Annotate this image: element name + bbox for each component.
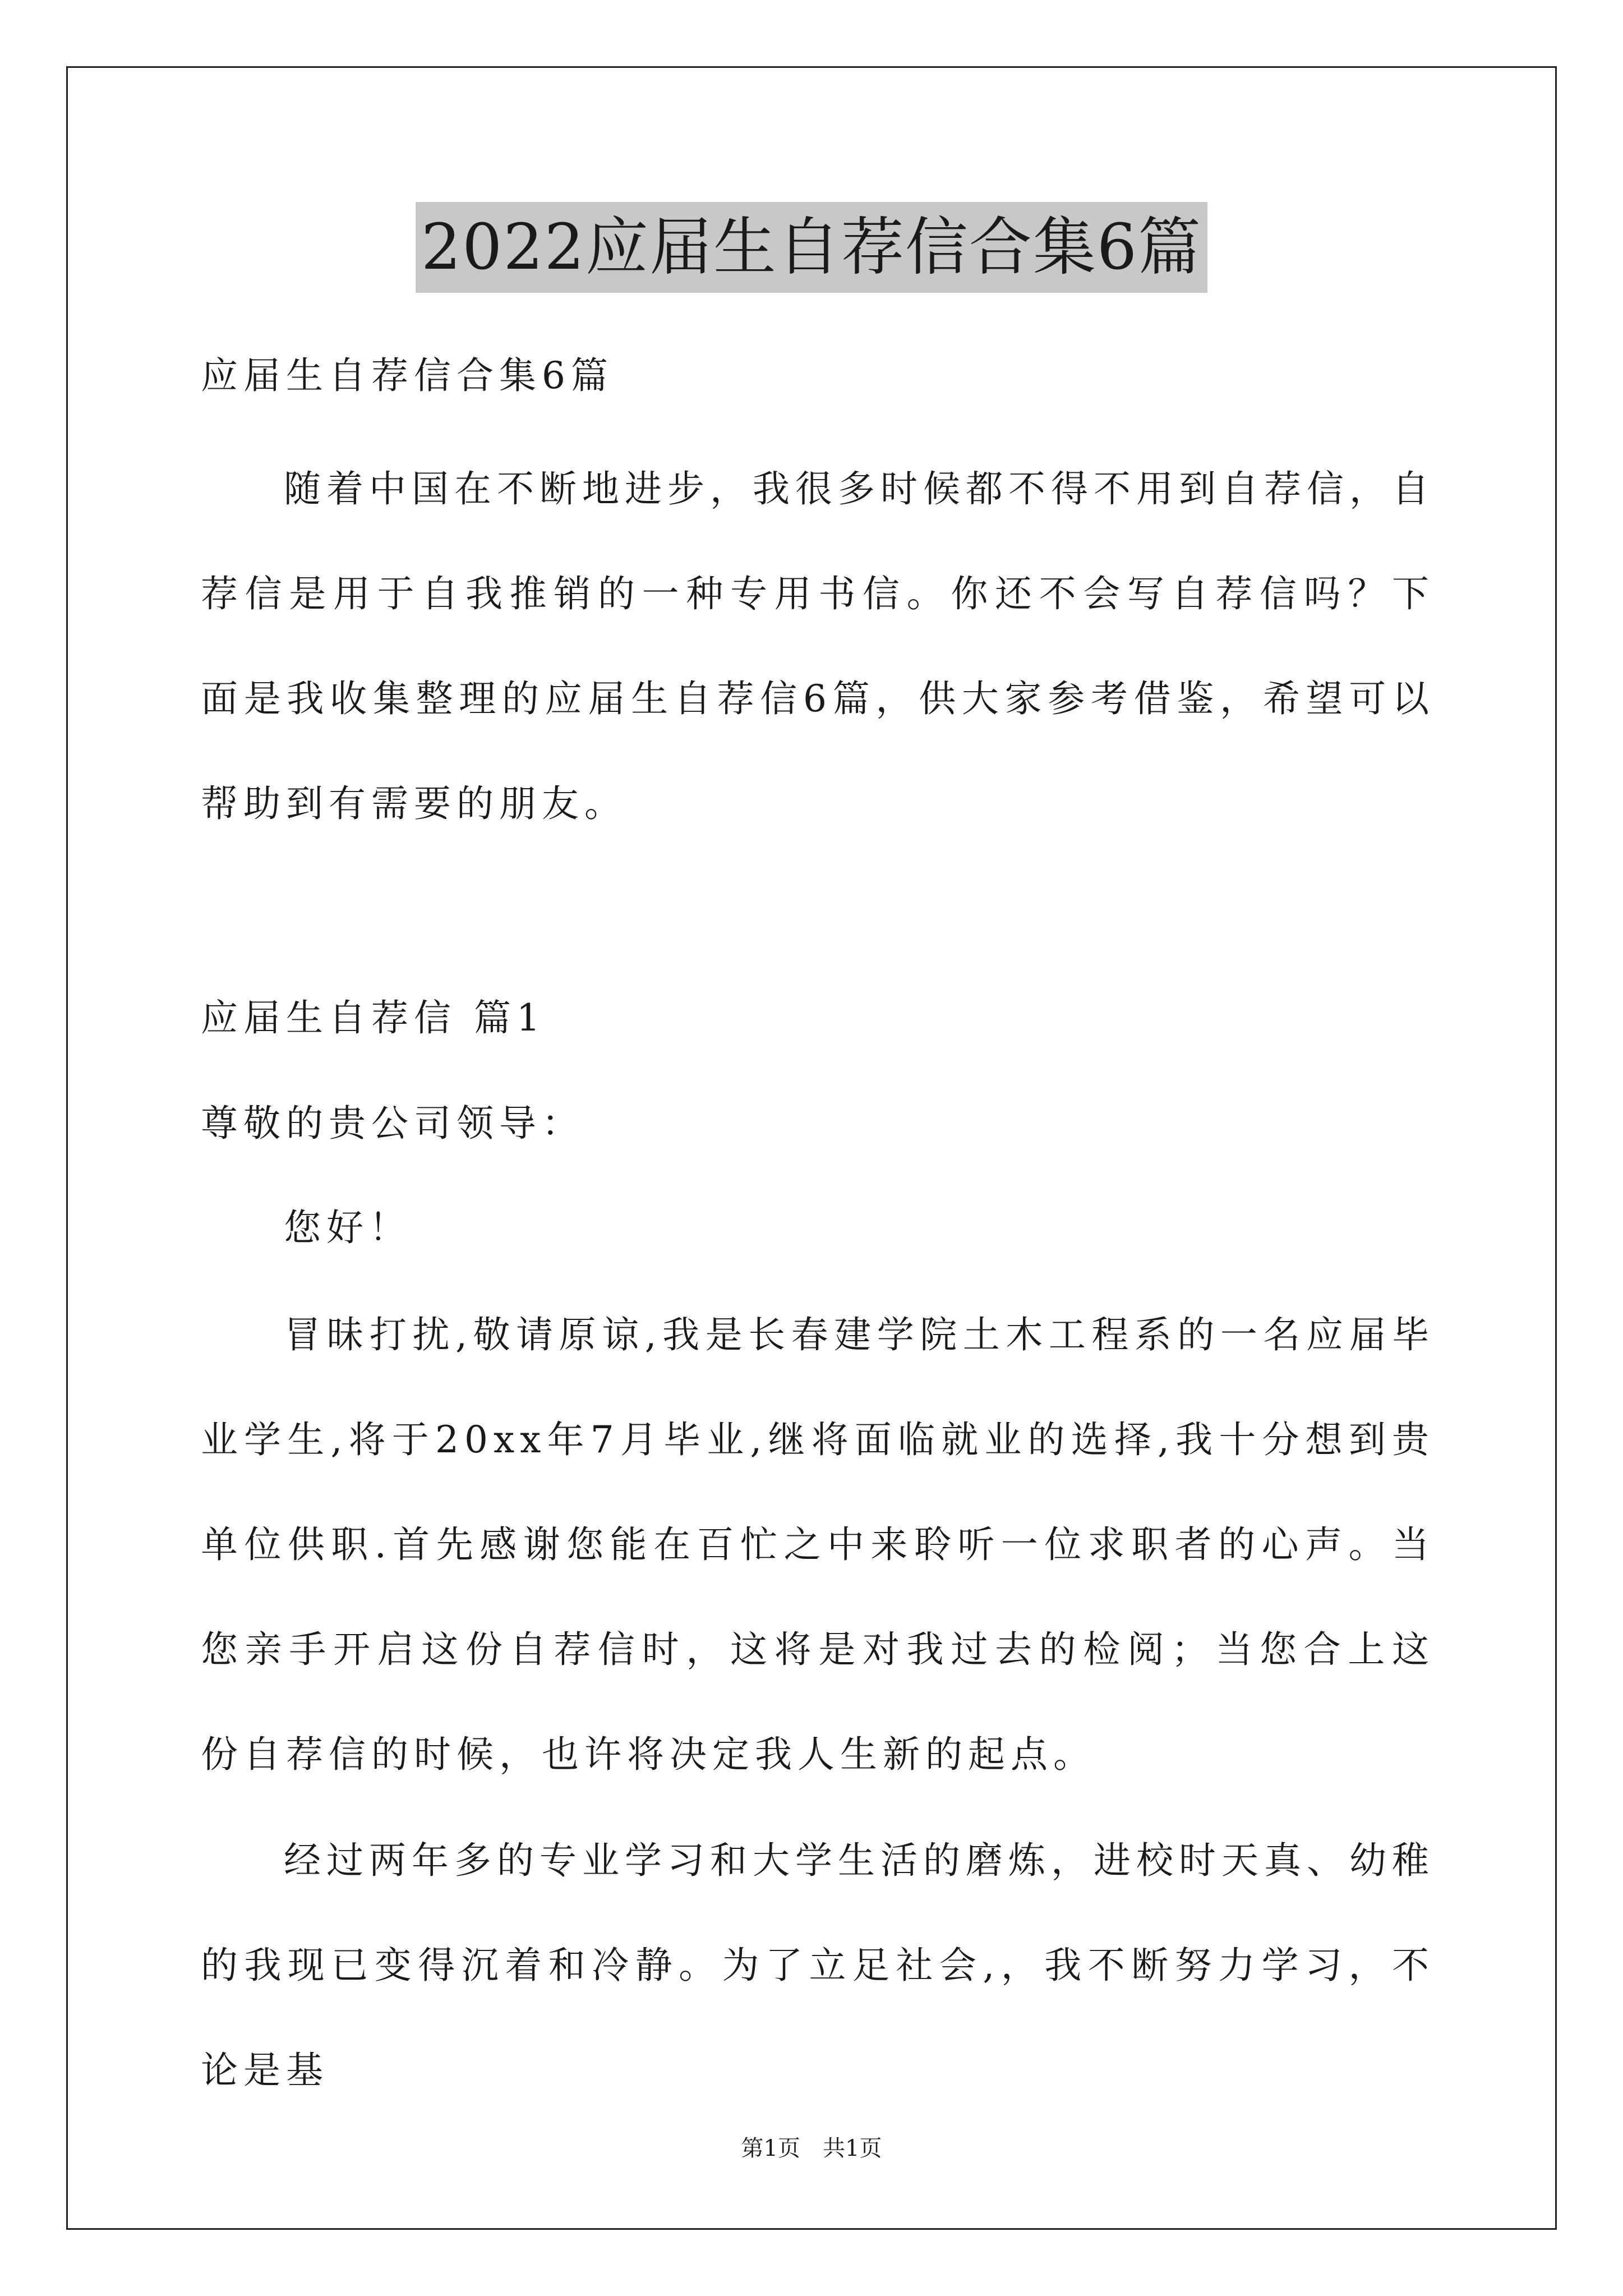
greeting: 您好！ [284,1206,412,1249]
document-title: 2022应届生自荐信合集6篇 [416,202,1207,293]
section-heading: 应届生自荐信 篇1 [201,996,546,1039]
body-paragraph-2: 经过两年多的专业学习和大学生活的磨炼，进校时天真、幼稚的我现已变得沉着和冷静。为了立足社会,，我不断努力学习，不论是基 [201,1839,1435,2092]
body-paragraph-1: 冒昧打扰,敬请原谅,我是长春建学院土木工程系的一名应届毕业学生,将于20xx年7月毕业,继将面临就业的选择,我十分想到贵单位供职.首先感谢您能在百忙之中来聆听一位求职者的心声。当您亲手开启这份自荐信时，这将是对我过去的检阅；当您合上这份自荐信的时候，也许将决定我人生新的起点。 [201,1313,1435,1776]
salutation: 尊敬的贵公司领导： [201,1102,584,1145]
document-subtitle: 应届生自荐信合集6篇 [201,354,614,397]
title-wrapper [0,202,1623,293]
page-footer: 第1页 共1页 [741,2136,882,2161]
intro-paragraph: 随着中国在不断地进步，我很多时候都不得不用到自荐信，自荐信是用于自我推销的一种专用书信。你还不会写自荐信吗？下面是我收集整理的应届生自荐信6篇，供大家参考借鉴，希望可以帮助到有需要的朋友。 [201,467,1435,825]
